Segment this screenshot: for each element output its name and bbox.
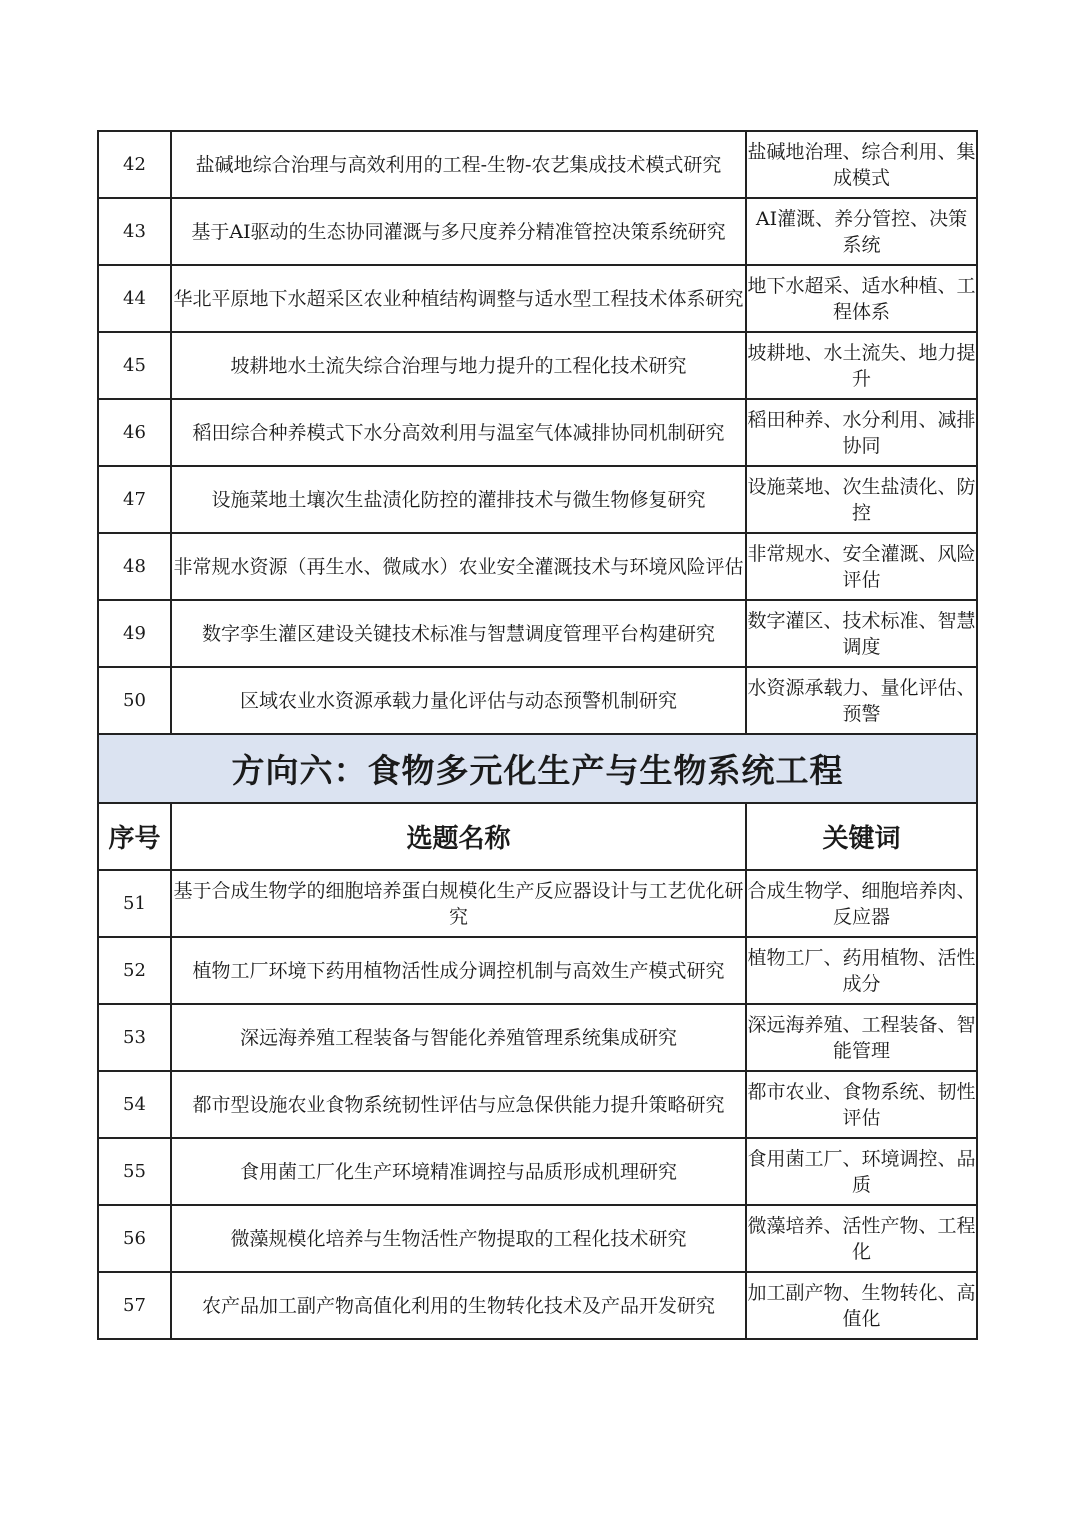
row-number: 44: [98, 265, 171, 332]
table-row: [98, 131, 977, 198]
section-heading-row: [98, 734, 977, 803]
table-row: [98, 1205, 977, 1272]
topic-title: 区域农业水资源承载力量化评估与动态预警机制研究: [171, 667, 746, 734]
row-number: 57: [98, 1272, 171, 1339]
table-row: [98, 533, 977, 600]
header-number: 序号: [98, 803, 171, 870]
topic-keywords: 都市农业、食物系统、韧性评估: [746, 1071, 977, 1138]
section-title: 方向六：食物多元化生产与生物系统工程: [98, 734, 977, 803]
topic-title: 华北平原地下水超采区农业种植结构调整与适水型工程技术体系研究: [171, 265, 746, 332]
row-number: 45: [98, 332, 171, 399]
topic-title: 非常规水资源（再生水、微咸水）农业安全灌溉技术与环境风险评估: [171, 533, 746, 600]
table-row: [98, 1138, 977, 1205]
topic-title: 稻田综合种养模式下水分高效利用与温室气体减排协同机制研究: [171, 399, 746, 466]
table-row: [98, 399, 977, 466]
row-number: 51: [98, 870, 171, 937]
topic-keywords: 植物工厂、药用植物、活性成分: [746, 937, 977, 1004]
topic-keywords: 设施菜地、次生盐渍化、防控: [746, 466, 977, 533]
topic-keywords: 盐碱地治理、综合利用、集成模式: [746, 131, 977, 198]
row-number: 47: [98, 466, 171, 533]
topic-title: 食用菌工厂化生产环境精准调控与品质形成机理研究: [171, 1138, 746, 1205]
table-row: [98, 667, 977, 734]
topic-title: 微藻规模化培养与生物活性产物提取的工程化技术研究: [171, 1205, 746, 1272]
table-row: [98, 870, 977, 937]
topic-title: 盐碱地综合治理与高效利用的工程-生物-农艺集成技术模式研究: [171, 131, 746, 198]
topic-keywords: 地下水超采、适水种植、工程体系: [746, 265, 977, 332]
row-number: 43: [98, 198, 171, 265]
topic-keywords: 水资源承载力、量化评估、预警: [746, 667, 977, 734]
topic-keywords: AI灌溉、养分管控、决策系统: [746, 198, 977, 265]
row-number: 50: [98, 667, 171, 734]
table-row: [98, 1272, 977, 1339]
row-number: 56: [98, 1205, 171, 1272]
row-number: 48: [98, 533, 171, 600]
topic-title: 农产品加工副产物高值化利用的生物转化技术及产品开发研究: [171, 1272, 746, 1339]
topic-keywords: 加工副产物、生物转化、高值化: [746, 1272, 977, 1339]
row-number: 53: [98, 1004, 171, 1071]
topic-title: 坡耕地水土流失综合治理与地力提升的工程化技术研究: [171, 332, 746, 399]
topic-keywords: 稻田种养、水分利用、减排协同: [746, 399, 977, 466]
table-row: [98, 600, 977, 667]
row-number: 55: [98, 1138, 171, 1205]
topic-keywords: 非常规水、安全灌溉、风险评估: [746, 533, 977, 600]
table-row: [98, 265, 977, 332]
topic-title: 都市型设施农业食物系统韧性评估与应急保供能力提升策略研究: [171, 1071, 746, 1138]
topic-title: 数字孪生灌区建设关键技术标准与智慧调度管理平台构建研究: [171, 600, 746, 667]
header-title: 选题名称: [171, 803, 746, 870]
table-row: [98, 937, 977, 1004]
topic-keywords: 深远海养殖、工程装备、智能管理: [746, 1004, 977, 1071]
table-row: [98, 198, 977, 265]
topic-title: 植物工厂环境下药用植物活性成分调控机制与高效生产模式研究: [171, 937, 746, 1004]
table-header-row: [98, 803, 977, 870]
row-number: 52: [98, 937, 171, 1004]
row-number: 46: [98, 399, 171, 466]
row-number: 49: [98, 600, 171, 667]
topic-title: 设施菜地土壤次生盐渍化防控的灌排技术与微生物修复研究: [171, 466, 746, 533]
row-number: 54: [98, 1071, 171, 1138]
topic-keywords: 合成生物学、细胞培养肉、反应器: [746, 870, 977, 937]
topic-table: [97, 130, 978, 1340]
topic-keywords: 食用菌工厂、环境调控、品质: [746, 1138, 977, 1205]
topic-keywords: 数字灌区、技术标准、智慧调度: [746, 600, 977, 667]
topic-title: 基于AI驱动的生态协同灌溉与多尺度养分精准管控决策系统研究: [171, 198, 746, 265]
row-number: 42: [98, 131, 171, 198]
topic-keywords: 坡耕地、水土流失、地力提升: [746, 332, 977, 399]
header-keywords: 关键词: [746, 803, 977, 870]
table-row: [98, 466, 977, 533]
topic-title: 基于合成生物学的细胞培养蛋白规模化生产反应器设计与工艺优化研究: [171, 870, 746, 937]
table-row: [98, 332, 977, 399]
table-row: [98, 1071, 977, 1138]
topic-title: 深远海养殖工程装备与智能化养殖管理系统集成研究: [171, 1004, 746, 1071]
topic-keywords: 微藻培养、活性产物、工程化: [746, 1205, 977, 1272]
table-row: [98, 1004, 977, 1071]
